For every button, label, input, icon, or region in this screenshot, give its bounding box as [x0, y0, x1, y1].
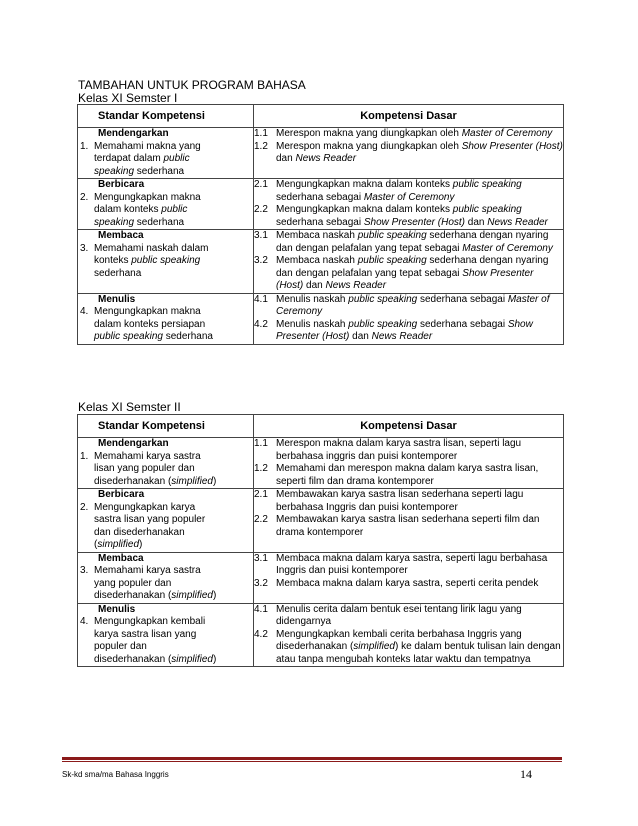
standar-kompetensi-cell	[78, 293, 254, 344]
skill-description-line: dalam konteks persiapan	[94, 318, 206, 330]
semester2-heading: Kelas XI Semster II	[78, 400, 181, 414]
skill-title: Berbicara	[98, 489, 145, 500]
standar-kompetensi-cell	[78, 603, 254, 667]
kd-number: 4.2	[254, 628, 268, 640]
skill-description-line: Mengungkapkan karya	[94, 501, 196, 513]
kd-number: 2.2	[254, 514, 268, 525]
skill-description-line: sederhana	[94, 267, 142, 279]
kd-number: 4.1	[254, 603, 268, 615]
skill-title: Menulis	[98, 603, 136, 615]
kd-text: Membawakan karya sastra lisan sederhana seperti film dan drama kontemporer	[276, 514, 540, 538]
table-row	[78, 179, 564, 230]
semester1-heading: Kelas XI Semster I	[78, 91, 178, 105]
kompetensi-dasar-cell	[254, 603, 564, 667]
kompetensi-dasar-item	[254, 438, 563, 463]
skill-description-line: terdapat dalam public	[94, 153, 190, 164]
skill-description-line: (simplified)	[94, 539, 143, 550]
kompetensi-dasar-item	[254, 128, 563, 141]
kd-number: 2.1	[254, 489, 268, 500]
table-body	[78, 438, 564, 667]
skill-title: Mendengarkan	[98, 438, 169, 449]
table-header-row	[78, 105, 564, 128]
skill-number: 3.	[80, 565, 89, 576]
column-header-kompetensi-dasar: Kompetensi Dasar	[254, 105, 564, 128]
kompetensi-dasar-item	[254, 604, 563, 629]
skill-description-line: yang populer dan	[94, 577, 172, 589]
kompetensi-dasar-item	[254, 141, 563, 166]
skill-number: 3.	[80, 242, 89, 254]
kd-text: Menulis cerita dalam bentuk esei tentang lirik lagu yang didengarnya	[276, 603, 522, 627]
standar-kompetensi-cell	[78, 230, 254, 294]
skill-description-line: Mengungkapkan makna	[94, 191, 201, 203]
skill-title: Membaca	[98, 230, 144, 241]
skill-description-line: Mengungkapkan makna	[94, 306, 201, 317]
skill-description-line: lisan yang populer dan	[94, 463, 195, 474]
table-row	[78, 438, 564, 489]
kd-text: Membaca naskah public speaking sederhana dengan nyaring dan dengan pelafalan yang tepat sebagai Master of Ceremony	[276, 230, 553, 254]
table-row	[78, 230, 564, 294]
skill-description-line: dalam konteks public	[94, 204, 188, 215]
kd-number: 1.1	[254, 128, 268, 139]
kd-text: Membaca naskah public speaking sederhana dengan nyaring dan dengan pelafalan yang tepat sebagai Show Presenter (Host) dan News Reader	[276, 255, 549, 291]
table-row	[78, 293, 564, 344]
footer-text: Sk-kd sma/ma Bahasa Inggris	[62, 770, 169, 779]
kd-number: 1.2	[254, 140, 268, 152]
kompetensi-dasar-item	[254, 463, 563, 488]
page-number: 14	[520, 767, 532, 781]
kompetensi-dasar-item	[254, 514, 563, 539]
kd-number: 3.2	[254, 255, 268, 266]
kd-text: Menulis naskah public speaking sederhana sebagai Master of Ceremony	[276, 293, 550, 317]
competency-table-semester1	[77, 104, 564, 345]
kompetensi-dasar-item	[254, 319, 563, 344]
kompetensi-dasar-cell	[254, 179, 564, 230]
kd-text: Merespon makna yang diungkapkan oleh Master of Ceremony	[276, 128, 553, 139]
skill-description-line: sastra lisan yang populer	[94, 514, 206, 525]
kd-number: 1.2	[254, 463, 268, 474]
table-row	[78, 489, 564, 553]
kd-text: Menulis naskah public speaking sederhana sebagai Show Presenter (Host) dan News Reader	[276, 318, 533, 342]
footer-rule-thin	[62, 761, 562, 762]
kompetensi-dasar-cell	[254, 438, 564, 489]
kd-number: 3.1	[254, 230, 268, 241]
skill-description-line: Memahami karya sastra	[94, 565, 201, 576]
skill-description-line: dan disederhanakan	[94, 526, 185, 538]
kd-number: 1.1	[254, 438, 268, 449]
column-header-kompetensi-dasar: Kompetensi Dasar	[254, 415, 564, 438]
skill-number: 1.	[80, 450, 89, 462]
skill-description-line: Memahami naskah dalam	[94, 242, 209, 254]
kd-text: Mengungkapkan kembali cerita berbahasa Inggris yang disederhanakan (simplified) ke dalam bentuk tulisan lain dengan atau tanpa mengubah konteks latar waktu dan tempatnya	[276, 628, 561, 665]
kompetensi-dasar-item	[254, 230, 563, 255]
skill-description-line: public speaking sederhana	[94, 331, 213, 342]
kd-number: 4.2	[254, 318, 268, 330]
kd-number: 3.2	[254, 577, 268, 589]
kompetensi-dasar-item	[254, 489, 563, 514]
standar-kompetensi-cell	[78, 438, 254, 489]
skill-number: 2.	[80, 501, 89, 513]
column-header-standar-kompetensi: Standar Kompetensi	[78, 415, 254, 438]
skill-description-line: Memahami karya sastra	[94, 450, 201, 462]
table-row	[78, 603, 564, 667]
kompetensi-dasar-item	[254, 553, 563, 578]
skill-title: Menulis	[98, 293, 136, 305]
standar-kompetensi-cell	[78, 552, 254, 603]
table-body	[78, 128, 564, 345]
skill-description-line: disederhanakan (simplified)	[94, 590, 217, 601]
column-header-standar-kompetensi: Standar Kompetensi	[78, 105, 254, 128]
skill-title: Berbicara	[98, 179, 145, 190]
standar-kompetensi-cell	[78, 179, 254, 230]
skill-title: Mendengarkan	[98, 128, 169, 139]
document-title: TAMBAHAN UNTUK PROGRAM BAHASA	[78, 78, 306, 92]
standar-kompetensi-cell	[78, 489, 254, 553]
kompetensi-dasar-item	[254, 629, 563, 667]
kd-text: Merespon makna yang diungkapkan oleh Show Presenter (Host) dan News Reader	[276, 140, 563, 164]
skill-description-line: disederhanakan (simplified)	[94, 653, 217, 665]
kd-text: Mengungkapkan makna dalam konteks public speaking sederhana sebagai Master of Ceremony	[276, 179, 522, 203]
skill-number: 2.	[80, 191, 89, 203]
kompetensi-dasar-item	[254, 294, 563, 319]
skill-description-line: speaking sederhana	[94, 165, 185, 177]
kd-number: 2.2	[254, 204, 268, 215]
skill-number: 4.	[80, 306, 89, 317]
kompetensi-dasar-cell	[254, 128, 564, 179]
skill-description-line: speaking sederhana	[94, 216, 185, 228]
kompetensi-dasar-cell	[254, 230, 564, 294]
kd-number: 3.1	[254, 552, 268, 564]
kompetensi-dasar-item	[254, 204, 563, 229]
skill-number: 4.	[80, 616, 89, 627]
table-row	[78, 128, 564, 179]
kompetensi-dasar-cell	[254, 489, 564, 553]
kd-text: Membaca makna dalam karya sastra, seperti cerita pendek	[276, 577, 539, 589]
standar-kompetensi-cell	[78, 128, 254, 179]
kd-number: 4.1	[254, 293, 268, 305]
kd-text: Merespon makna dalam karya sastra lisan, seperti lagu berbahasa inggris dan puisi kontemporer	[276, 438, 522, 462]
kd-text: Memahami dan merespon makna dalam karya sastra lisan, seperti film dan drama kontemporer	[276, 463, 539, 487]
competency-table-semester2	[77, 414, 564, 667]
table-header-row	[78, 415, 564, 438]
skill-description-line: konteks public speaking	[94, 255, 201, 266]
skill-description-line: disederhanakan (simplified)	[94, 475, 217, 487]
skill-number: 1.	[80, 140, 89, 152]
kd-text: Membaca makna dalam karya sastra, seperti lagu berbahasa Inggris dan puisi kontemporer	[276, 552, 548, 576]
skill-title: Membaca	[98, 552, 144, 564]
skill-description-line: populer dan	[94, 641, 147, 652]
kompetensi-dasar-item	[254, 255, 563, 293]
kompetensi-dasar-cell	[254, 552, 564, 603]
footer-rule	[62, 757, 562, 760]
kd-number: 2.1	[254, 179, 268, 190]
kd-text: Mengungkapkan makna dalam konteks public speaking sederhana sebagai Show Presenter (Host) dan News Reader	[276, 204, 548, 228]
table-row	[78, 552, 564, 603]
kompetensi-dasar-item	[254, 578, 563, 591]
kd-text: Membawakan karya sastra lisan sederhana seperti lagu berbahasa Inggris dan puisi kontemporer	[276, 489, 524, 513]
skill-description-line: karya sastra lisan yang	[94, 628, 197, 640]
kompetensi-dasar-cell	[254, 293, 564, 344]
kompetensi-dasar-item	[254, 179, 563, 204]
skill-description-line: Mengungkapkan kembali	[94, 616, 206, 627]
skill-description-line: Memahami makna yang	[94, 140, 201, 152]
